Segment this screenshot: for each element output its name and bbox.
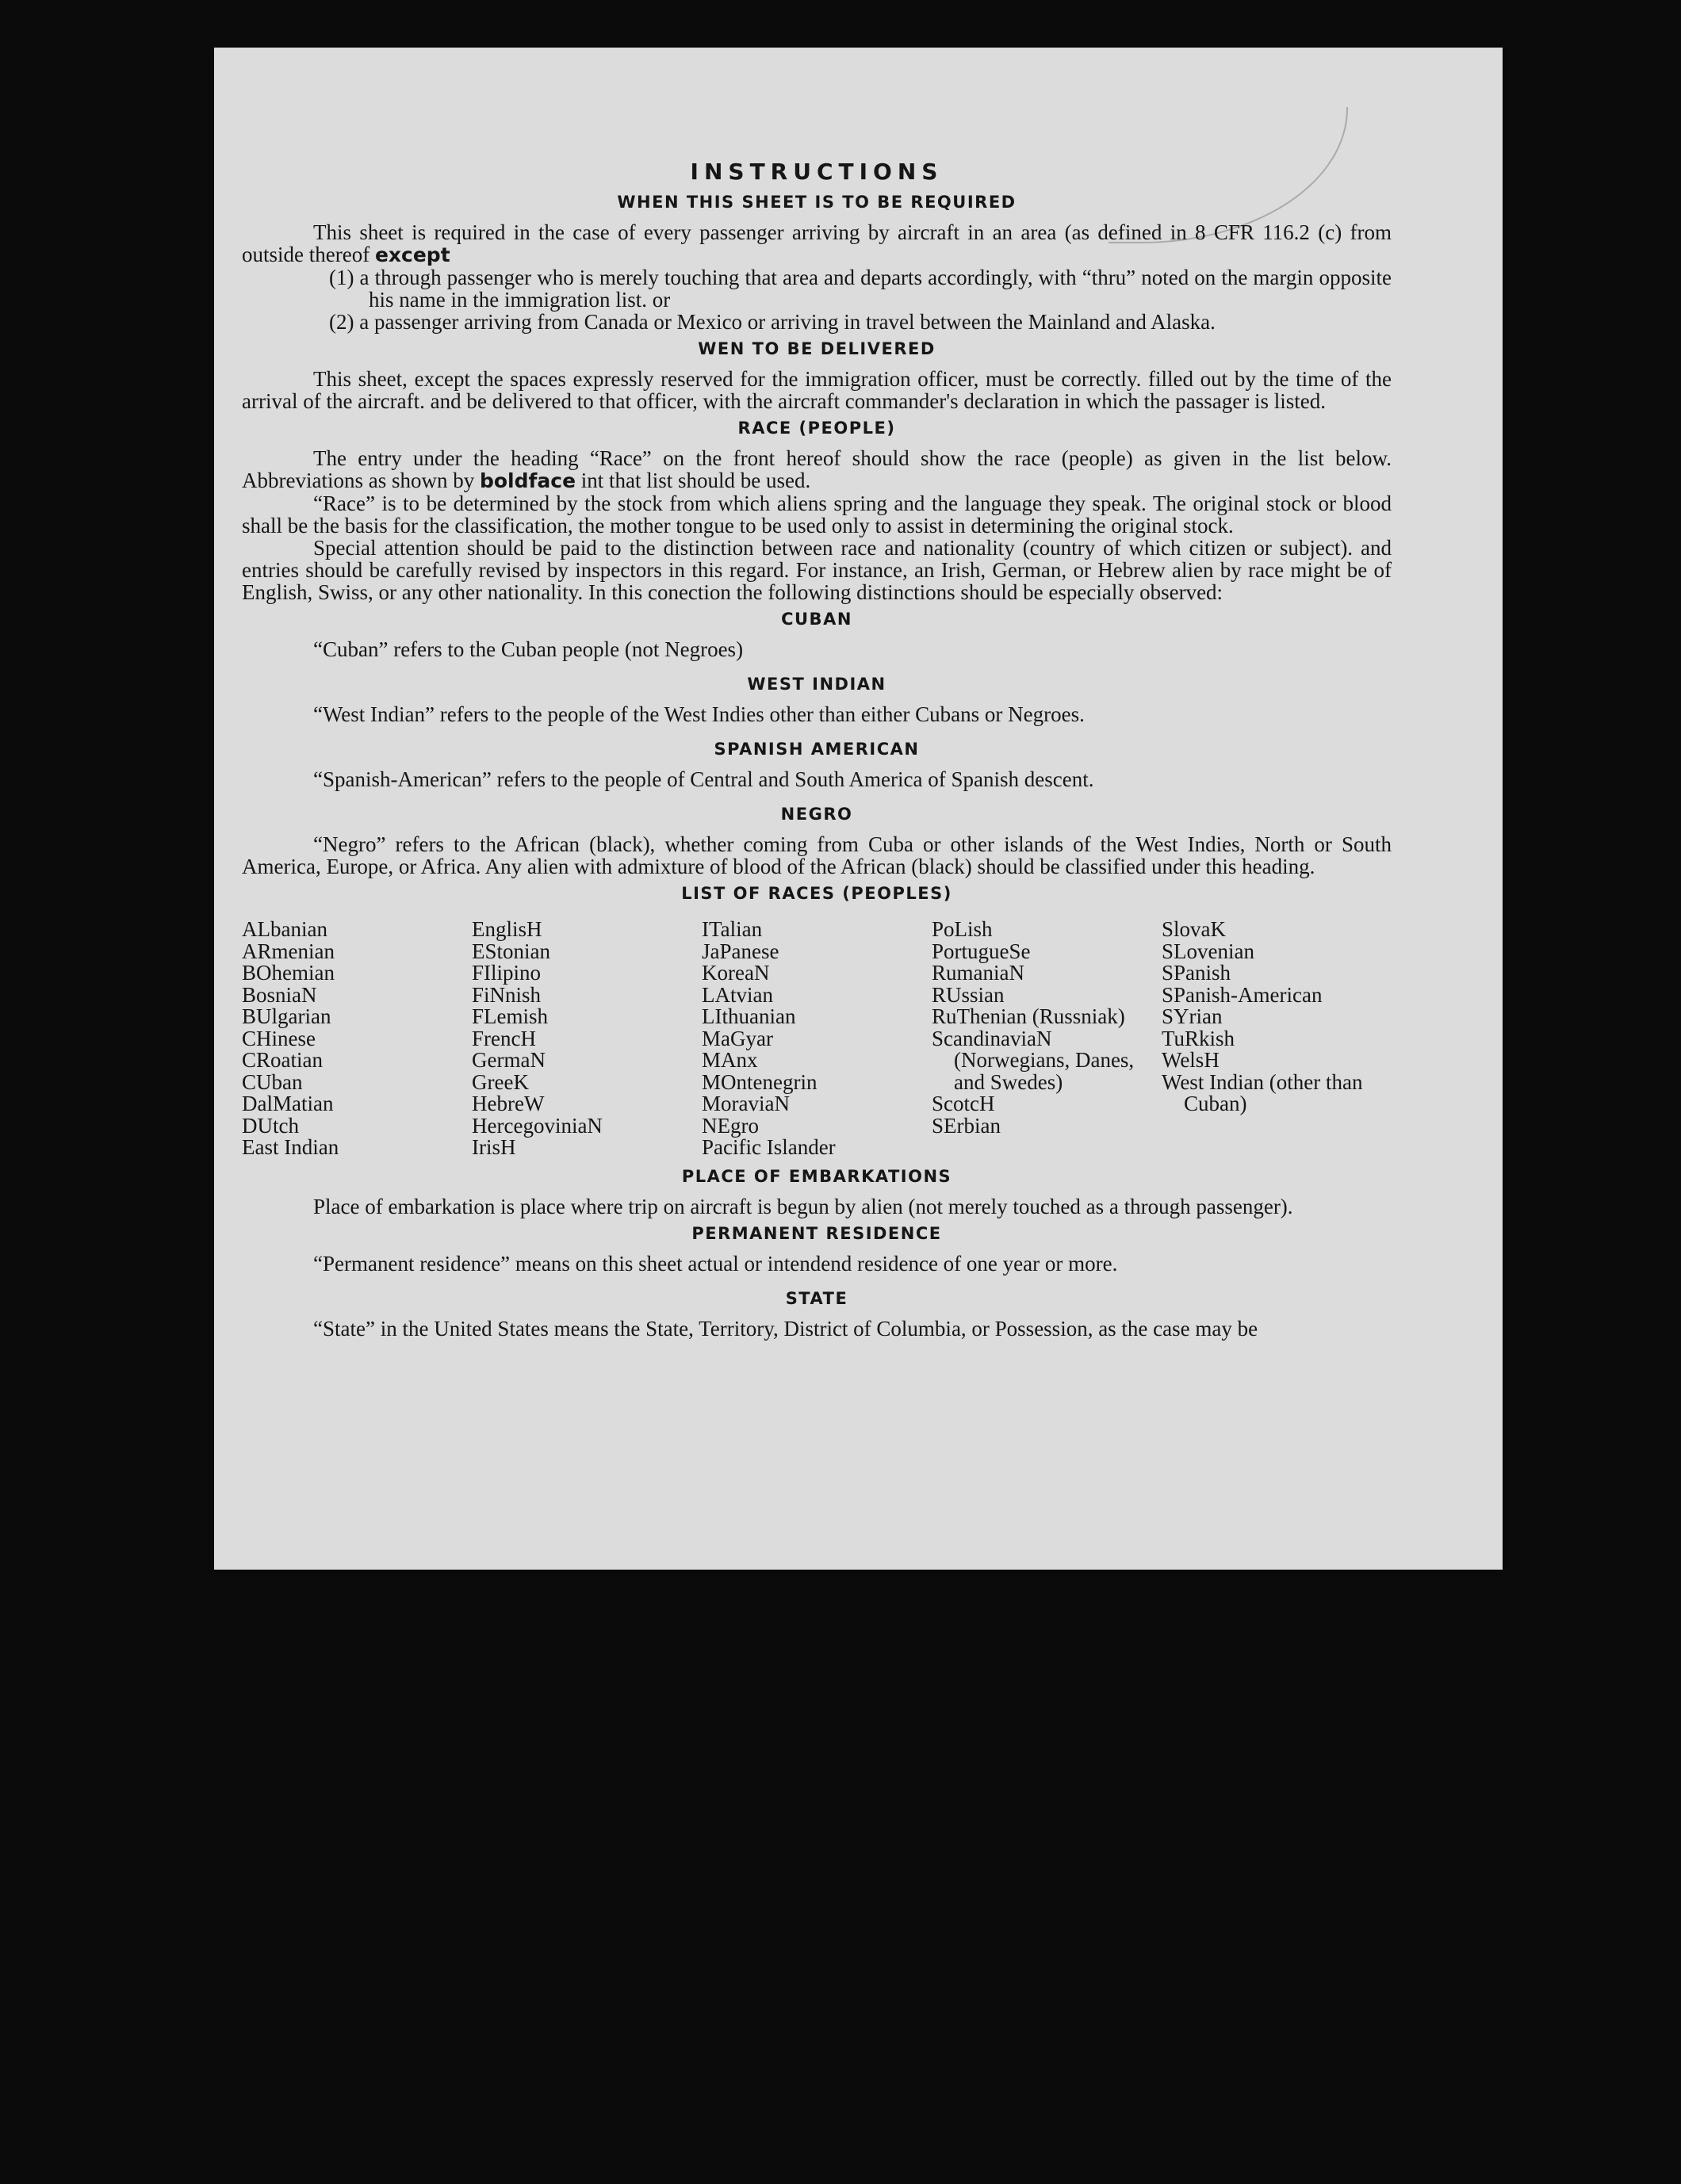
race-item: TuRkish bbox=[1162, 1026, 1235, 1050]
race-item: PortugueSe bbox=[932, 939, 1031, 963]
race-item: CUban bbox=[242, 1069, 303, 1094]
race-item: Pacific Islander bbox=[702, 1135, 836, 1159]
race-item: HebreW bbox=[472, 1092, 545, 1115]
races-column-3 bbox=[702, 919, 932, 1159]
heading-permanent-residence: PERMANENT RESIDENCE bbox=[691, 1223, 942, 1243]
heading-when-delivered: WEN TO BE DELIVERED bbox=[698, 339, 936, 358]
paragraph-required bbox=[242, 221, 1392, 266]
race-item: BOhemian bbox=[242, 961, 335, 985]
race-item: PoLish bbox=[932, 917, 993, 941]
race-item: FiNnish bbox=[472, 982, 542, 1007]
race-item: LIthuanian bbox=[702, 1004, 796, 1028]
race-item: SPanish-American bbox=[1162, 982, 1323, 1007]
race-item: GreeK bbox=[472, 1069, 529, 1094]
races-list bbox=[242, 919, 1392, 1159]
race-item: GermaN bbox=[472, 1048, 546, 1072]
required-item-1: (1) a through passenger who is merely touching that area and departs accordingly, with “thru” noted on the margin opposite his name in the immigration list. or bbox=[329, 266, 1392, 312]
race-item: FrencH bbox=[472, 1026, 536, 1050]
paragraph-state: “State” in the United States means the State, Territory, District of Columbia, or Possession, as the case may be bbox=[313, 1316, 1258, 1341]
race-item: RUssian bbox=[932, 982, 1005, 1007]
paragraph-permanent-residence: “Permanent residence” means on this sheet actual or intendend residence of one year or more. bbox=[313, 1251, 1118, 1276]
except-bold: except bbox=[374, 243, 450, 266]
races-column-5 bbox=[1162, 919, 1392, 1159]
race-item: KoreaN bbox=[702, 961, 770, 985]
race-item: RuThenian (Russniak) bbox=[932, 1004, 1125, 1028]
paragraph-delivered: This sheet, except the spaces expressly reserved for the immigration officer, must be correctly. filled out by the time of the arrival of the aircraft. and be delivered to that officer, with the aircraft commander's declaration in which the passager is listed. bbox=[242, 367, 1392, 413]
race-item: SlovaK bbox=[1162, 917, 1226, 941]
race-item: ALbanian bbox=[242, 917, 327, 941]
race-item: MaGyar bbox=[702, 1026, 773, 1050]
races-column-4 bbox=[932, 919, 1162, 1159]
race-item: ARmenian bbox=[242, 939, 335, 963]
race-item: JaPanese bbox=[702, 939, 779, 963]
heading-negro: NEGRO bbox=[780, 805, 853, 824]
race-item: WelsH bbox=[1162, 1048, 1220, 1072]
race-item: BosniaN bbox=[242, 982, 317, 1007]
race-item: DUtch bbox=[242, 1113, 299, 1138]
paragraph-spanish-american: “Spanish-American” refers to the people of Central and South America of Spanish descent. bbox=[313, 767, 1094, 791]
paragraph-race-2: “Race” is to be determined by the stock from which aliens spring and the language they speak. The original stock or blood shall be the basis for the classification, the mother tongue to be used only to assist in determining the original stock. bbox=[242, 491, 1392, 537]
race-item: LAtvian bbox=[702, 982, 773, 1007]
race-item: SPanish bbox=[1162, 961, 1231, 985]
race-item: IrisH bbox=[472, 1135, 516, 1159]
race-item: SErbian bbox=[932, 1113, 1001, 1138]
races-column-2 bbox=[472, 919, 702, 1159]
paragraph-cuban: “Cuban” refers to the Cuban people (not Negroes) bbox=[313, 637, 744, 661]
race-item: BUlgarian bbox=[242, 1004, 331, 1028]
boldface-word: boldface bbox=[479, 469, 576, 492]
heading-cuban: CUBAN bbox=[781, 610, 852, 629]
race-item: ITalian bbox=[702, 917, 763, 941]
race-item: SLovenian bbox=[1162, 939, 1254, 963]
race-item: DalMatian bbox=[242, 1092, 334, 1115]
heading-list-of-races: LIST OF RACES (PEOPLES) bbox=[681, 884, 952, 903]
instructions-content bbox=[242, 159, 1392, 1340]
race-item: EStonian bbox=[472, 939, 550, 963]
race-item: NEgro bbox=[702, 1113, 759, 1138]
required-text: This sheet is required in the case of every passenger arriving by aircraft in an area (as defined in 8 CFR 116.2 (c) from outside thereof bbox=[242, 220, 1392, 266]
required-item-2: (2) a passenger arriving from Canada or Mexico or arriving in travel between the Mainland and Alaska. bbox=[329, 310, 1216, 334]
race-item: FIlipino bbox=[472, 961, 542, 985]
document-page bbox=[214, 48, 1503, 1570]
race-item: RumaniaN bbox=[932, 961, 1024, 985]
race-item: West Indian (other than Cuban) bbox=[1162, 1069, 1363, 1115]
race-item: MoraviaN bbox=[702, 1092, 790, 1115]
races-column-1 bbox=[242, 919, 472, 1159]
heading-spanish-american: SPANISH AMERICAN bbox=[714, 740, 920, 759]
race-item: East Indian bbox=[242, 1135, 339, 1159]
race-item: MOntenegrin bbox=[702, 1069, 818, 1094]
heading-when-required: WHEN THIS SHEET IS TO BE REQUIRED bbox=[617, 193, 1017, 212]
paragraph-negro: “Negro” refers to the African (black), whether coming from Cuba or other islands of the West Indies, North or South America, Europe, or Africa. Any alien with admixture of blood of the African (black) should be classified under this heading. bbox=[242, 832, 1392, 878]
paragraph-race-1 bbox=[242, 447, 1392, 492]
race-text-1: The entry under the heading “Race” on the front hereof should show the race (people) as given in the list below. Abbreviations as shown by bbox=[242, 446, 1392, 492]
heading-race: RACE (PEOPLE) bbox=[737, 419, 896, 438]
race-item: CHinese bbox=[242, 1026, 316, 1050]
paragraph-embarkation: Place of embarkation is place where trip on aircraft is begun by alien (not merely touched as a through passenger). bbox=[313, 1194, 1293, 1218]
race-item: EnglisH bbox=[472, 917, 542, 941]
race-item: FLemish bbox=[472, 1004, 549, 1028]
heading-west-indian: WEST INDIAN bbox=[747, 675, 886, 694]
race-item: HercegoviniaN bbox=[472, 1113, 603, 1138]
paragraph-west-indian: “West Indian” refers to the people of the West Indies other than either Cubans or Negroes. bbox=[313, 702, 1085, 726]
page-title: INSTRUCTIONS bbox=[690, 159, 944, 185]
race-item: SYrian bbox=[1162, 1004, 1223, 1028]
heading-embarkation: PLACE OF EMBARKATIONS bbox=[681, 1166, 952, 1186]
race-text-1b: int that list should be used. bbox=[580, 469, 811, 492]
race-item: CRoatian bbox=[242, 1048, 323, 1072]
paragraph-race-3: Special attention should be paid to the distinction between race and nationality (country of which citizen or subject). and entries should be carefully revised by inspectors in this regard. For instance, an Irish, German, or Hebrew alien by race might be of English, Swiss, or any other nationality. In this conection the following distinctions should be especially observed: bbox=[242, 536, 1392, 604]
race-item: ScandinaviaN (Norwegians, Danes, and Swedes) bbox=[932, 1026, 1135, 1094]
race-item: ScotcH bbox=[932, 1092, 995, 1115]
heading-state: STATE bbox=[785, 1288, 848, 1308]
race-item: MAnx bbox=[702, 1048, 758, 1072]
